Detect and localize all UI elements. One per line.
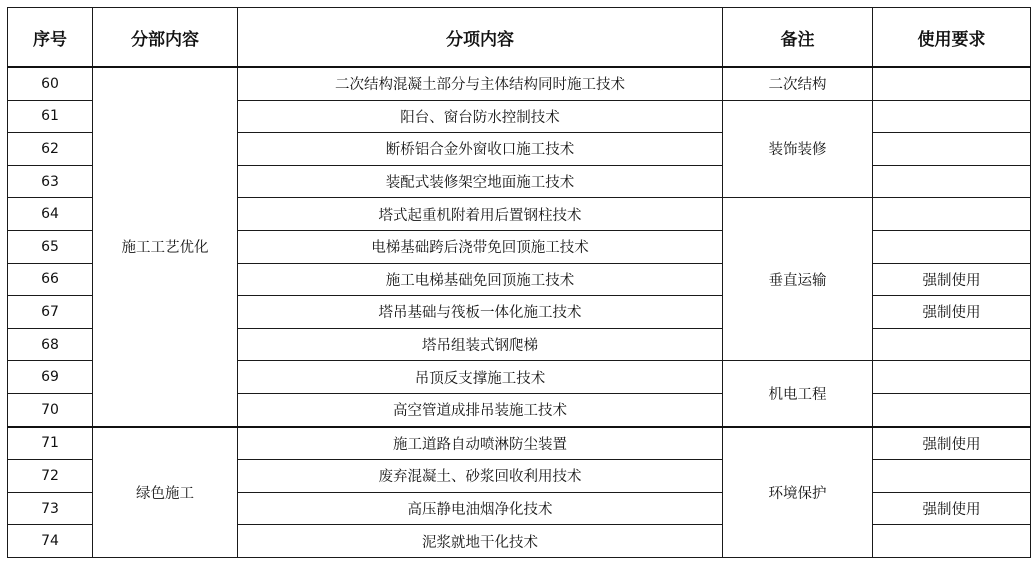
section-cell: 施工工艺优化 bbox=[93, 67, 238, 427]
item-cell: 高空管道成排吊装施工技术 bbox=[238, 393, 723, 426]
item-cell: 塔式起重机附着用后置钢柱技术 bbox=[238, 198, 723, 231]
requirement-cell bbox=[873, 393, 1031, 426]
requirement-cell bbox=[873, 67, 1031, 100]
row-num: 63 bbox=[8, 165, 93, 198]
requirement-cell bbox=[873, 165, 1031, 198]
header-item: 分项内容 bbox=[238, 8, 723, 68]
header-requirement: 使用要求 bbox=[873, 8, 1031, 68]
note-cell: 环境保护 bbox=[723, 427, 873, 558]
row-num: 65 bbox=[8, 230, 93, 263]
requirement-cell bbox=[873, 361, 1031, 394]
row-num: 70 bbox=[8, 393, 93, 426]
row-num: 64 bbox=[8, 198, 93, 231]
header-num: 序号 bbox=[8, 8, 93, 68]
requirement-cell: 强制使用 bbox=[873, 427, 1031, 460]
row-num: 60 bbox=[8, 67, 93, 100]
item-cell: 泥浆就地干化技术 bbox=[238, 525, 723, 558]
item-cell: 断桥铝合金外窗收口施工技术 bbox=[238, 133, 723, 166]
row-num: 72 bbox=[8, 460, 93, 493]
item-cell: 施工电梯基础免回顶施工技术 bbox=[238, 263, 723, 296]
row-num: 62 bbox=[8, 133, 93, 166]
header-section: 分部内容 bbox=[93, 8, 238, 68]
item-cell: 高压静电油烟净化技术 bbox=[238, 492, 723, 525]
row-num: 67 bbox=[8, 296, 93, 329]
item-cell: 塔吊组装式钢爬梯 bbox=[238, 328, 723, 361]
row-num: 66 bbox=[8, 263, 93, 296]
table-row bbox=[8, 427, 1031, 460]
note-cell: 二次结构 bbox=[723, 67, 873, 100]
row-num: 68 bbox=[8, 328, 93, 361]
requirement-cell: 强制使用 bbox=[873, 296, 1031, 329]
item-cell: 废弃混凝土、砂浆回收利用技术 bbox=[238, 460, 723, 493]
note-cell: 垂直运输 bbox=[723, 198, 873, 361]
requirement-cell bbox=[873, 198, 1031, 231]
item-cell: 塔吊基础与筏板一体化施工技术 bbox=[238, 296, 723, 329]
spec-table bbox=[7, 7, 1031, 558]
item-cell: 装配式装修架空地面施工技术 bbox=[238, 165, 723, 198]
note-cell: 机电工程 bbox=[723, 361, 873, 427]
requirement-cell: 强制使用 bbox=[873, 263, 1031, 296]
requirement-cell bbox=[873, 460, 1031, 493]
row-num: 71 bbox=[8, 427, 93, 460]
item-cell: 电梯基础跨后浇带免回顶施工技术 bbox=[238, 230, 723, 263]
row-num: 73 bbox=[8, 492, 93, 525]
header-row bbox=[8, 8, 1031, 68]
table-row bbox=[8, 67, 1031, 100]
item-cell: 二次结构混凝土部分与主体结构同时施工技术 bbox=[238, 67, 723, 100]
row-num: 61 bbox=[8, 100, 93, 133]
item-cell: 阳台、窗台防水控制技术 bbox=[238, 100, 723, 133]
requirement-cell bbox=[873, 133, 1031, 166]
note-cell: 装饰装修 bbox=[723, 100, 873, 198]
header-note: 备注 bbox=[723, 8, 873, 68]
item-cell: 施工道路自动喷淋防尘装置 bbox=[238, 427, 723, 460]
requirement-cell bbox=[873, 230, 1031, 263]
requirement-cell: 强制使用 bbox=[873, 492, 1031, 525]
row-num: 69 bbox=[8, 361, 93, 394]
requirement-cell bbox=[873, 100, 1031, 133]
requirement-cell bbox=[873, 328, 1031, 361]
section-cell: 绿色施工 bbox=[93, 427, 238, 558]
item-cell: 吊顶反支撑施工技术 bbox=[238, 361, 723, 394]
requirement-cell bbox=[873, 525, 1031, 558]
row-num: 74 bbox=[8, 525, 93, 558]
